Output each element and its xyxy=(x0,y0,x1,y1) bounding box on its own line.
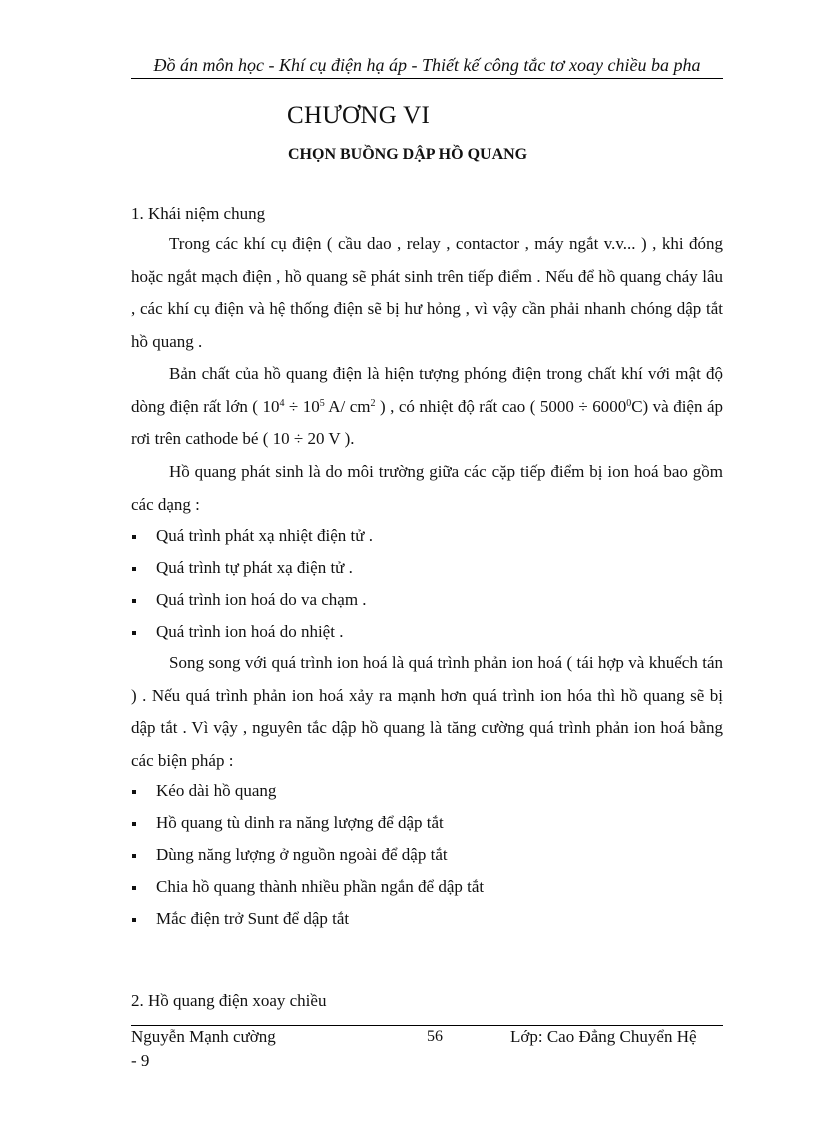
paragraph-4-text: Song song với quá trình ion hoá là quá trình phản ion hoá ( tái hợp và khuếch tán ) . Nếu quá trình phản ion hoá xảy ra mạnh hơn quá trình ion hóa thì hồ quang sẽ bị dập tắt . Vì vậy , nguyên tắc dập hồ quang là tăng cường quá trình phản ion hoá bằng các biện pháp : xyxy=(131,653,723,770)
paragraph-2-text-a: Bản chất của hồ quang điện là hiện tượng phóng điện trong chất khí với mật độ dòng điện rất lớn ( 10 xyxy=(131,364,723,416)
list-item-text: Hồ quang tù dinh ra năng lượng để dập tắt xyxy=(156,813,444,832)
list-item xyxy=(131,584,723,616)
superscript: 5 xyxy=(319,397,325,409)
bullet-icon xyxy=(132,599,136,603)
list-item xyxy=(131,552,723,584)
paragraph-2-text-c: A/ cm xyxy=(324,396,371,416)
paragraph-1-text: Trong các khí cụ điện ( cầu dao , relay , contactor , máy ngắt v.v... ) , khi đóng hoặc ngắt mạch điện , hồ quang sẽ phát sinh trên tiếp điểm . Nếu để hồ quang cháy lâu , các khí cụ điện và hệ thống điện sẽ bị hư hỏng , vì vậy cần phải nhanh chóng dập tắt hồ quang . xyxy=(131,234,723,351)
bullet-icon xyxy=(132,886,136,890)
bullet-icon xyxy=(132,790,136,794)
list-item-text: Mắc điện trở Sunt để dập tắt xyxy=(156,909,350,928)
paragraph-3-text: Hồ quang phát sinh là do môi trường giữa các cặp tiếp điểm bị ion hoá bao gồm các dạng : xyxy=(131,462,723,514)
list-item-text: Quá trình phát xạ nhiệt điện tử . xyxy=(156,526,373,545)
bullet-icon xyxy=(132,535,136,539)
list-item-text: Dùng năng lượng ở nguồn ngoài để dập tắt xyxy=(156,845,448,864)
paragraph-3 xyxy=(131,456,723,521)
paragraph-2-text-d: ) , có nhiệt độ rất cao ( 5000 ÷ 6000 xyxy=(375,396,627,416)
superscript: 0 xyxy=(626,397,632,409)
list-item xyxy=(131,839,723,871)
paragraph-2-text-e: C) và điện áp rơi trên cathode bé ( 10 ÷ 20 V ). xyxy=(131,396,723,448)
arc-quenching-methods-list xyxy=(131,775,723,935)
list-item xyxy=(131,616,723,648)
paragraph-4 xyxy=(131,647,723,777)
list-item-text: Quá trình ion hoá do nhiệt . xyxy=(156,622,344,641)
chapter-title: CHỌN BUỒNG DẬP HỒ QUANG xyxy=(288,146,528,163)
list-item xyxy=(131,871,723,903)
list-item xyxy=(131,775,723,807)
superscript: 4 xyxy=(279,397,285,409)
bullet-icon xyxy=(132,854,136,858)
ionization-process-list xyxy=(131,520,723,648)
bullet-icon xyxy=(132,631,136,635)
list-item xyxy=(131,903,723,935)
footer-continuation: - 9 xyxy=(131,1051,150,1070)
chapter-number: CHƯƠNG VI xyxy=(287,102,431,129)
page-number: 56 xyxy=(427,1028,443,1045)
superscript: 2 xyxy=(370,397,376,409)
paragraph-2-text-b: ÷ 10 xyxy=(284,396,320,416)
bullet-icon xyxy=(132,822,136,826)
bullet-icon xyxy=(132,918,136,922)
footer-class: Lớp: Cao Đẳng Chuyển Hệ xyxy=(510,1027,697,1046)
section-heading-1: 1. Khái niệm chung xyxy=(131,204,266,223)
list-item-text: Quá trình ion hoá do va chạm . xyxy=(156,590,367,609)
bullet-icon xyxy=(132,567,136,571)
list-item-text: Quá trình tự phát xạ điện tử . xyxy=(156,558,353,577)
running-header: Đồ án môn học - Khí cụ điện hạ áp - Thiết kế công tắc tơ xoay chiều ba pha xyxy=(131,52,723,79)
list-item-text: Kéo dài hồ quang xyxy=(156,781,277,800)
list-item xyxy=(131,807,723,839)
footer-author: Nguyễn Mạnh cường xyxy=(131,1027,276,1046)
section-heading-2: 2. Hồ quang điện xoay chiều xyxy=(131,991,327,1010)
paragraph-2 xyxy=(131,358,723,456)
list-item-text: Chia hồ quang thành nhiều phần ngắn để dập tắt xyxy=(156,877,485,896)
paragraph-1 xyxy=(131,228,723,358)
list-item xyxy=(131,520,723,552)
